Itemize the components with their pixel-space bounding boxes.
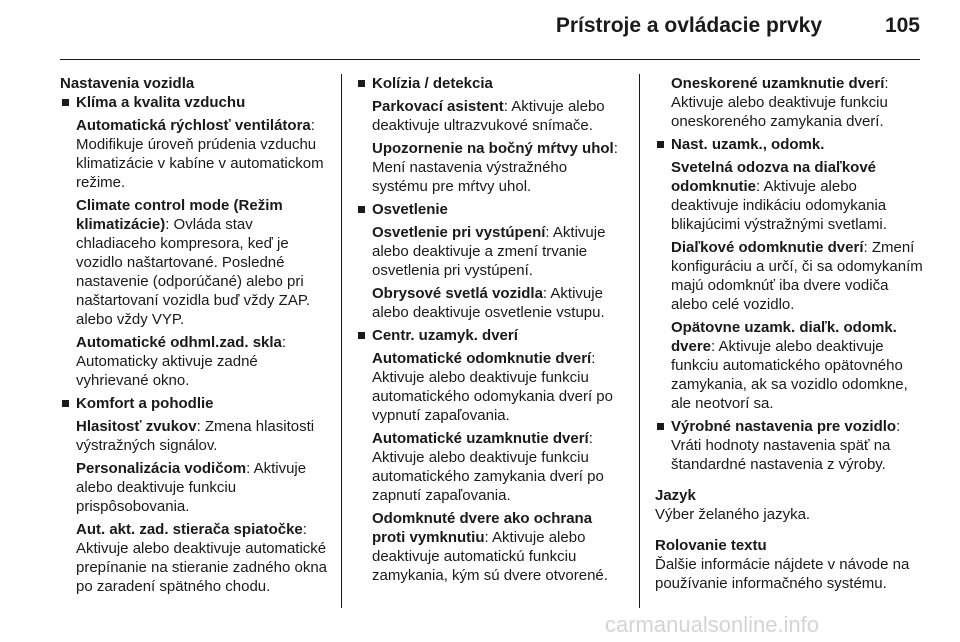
bullet-comfort: Komfort a pohodlie bbox=[60, 394, 328, 413]
item-remote-door-unlock: Diaľkové odomknutie dverí: Zmení konfiguráciu a určí, či sa odomykaním majú odomknúť iba dvere vodiča alebo celé vozidlo. bbox=[671, 239, 923, 313]
header-divider bbox=[60, 59, 920, 60]
bullet-factory-settings: Výrobné nastavenia pre vozidlo: Vráti hodnoty nastavenia späť na štandardné nastavenia z výroby. bbox=[655, 417, 923, 474]
section-title-text-scrolling: Rolovanie textu bbox=[655, 537, 767, 554]
column-1 bbox=[60, 74, 328, 596]
item-lockout-protection: Odomknuté dvere ako ochrana proti vymknutiu: Aktivuje alebo deaktivuje automatickú funkciu zamykania, kým sú dvere otvorené. bbox=[372, 510, 608, 584]
page-number: 105 bbox=[884, 14, 920, 37]
item-climate-mode: Climate control mode (Režim klimatizácie): Ovláda stav chladiaceho kompresora, keď je vozidlo naštartované. Posledné nastavenie (odporúčané) alebo pri naštartovaní vozidla buď vždy ZAP. alebo vždy VYP. bbox=[76, 197, 311, 328]
item-chime-volume: Hlasitosť zvukov: Zmena hlasitosti výstražných signálov. bbox=[76, 418, 315, 454]
text-scrolling-description: Ďalšie informácie nájdete v návode na používanie informačného systému. bbox=[655, 556, 910, 592]
item-auto-door-lock: Automatické uzamknutie dverí: Aktivuje alebo deaktivuje funkciu automatického zamykania dverí po zapnutí zapaľovania. bbox=[372, 430, 604, 504]
item-rear-wiper-reverse: Aut. akt. zad. stierača spiatočke: Aktivuje alebo deaktivuje automatické prepínanie na stieranie zadného okna po zaradení spätného chodu. bbox=[76, 521, 328, 595]
column-2 bbox=[356, 74, 626, 585]
item-auto-door-unlock: Automatické odomknutie dverí: Aktivuje alebo deaktivuje funkciu automatického odomykania dverí po vypnutí zapaľovania. bbox=[372, 350, 613, 424]
language-description: Výber želaného jazyka. bbox=[655, 506, 811, 523]
bullet-collision: Kolízia / detekcia bbox=[356, 74, 626, 93]
item-remote-unlock-light-feedback: Svetelná odozva na diaľkové odomknutie: Aktivuje alebo deaktivuje indikáciu odomykania blikajúcimi výstražnými svetlami. bbox=[671, 159, 887, 233]
bullet-central-locking: Centr. uzamyk. dverí bbox=[356, 326, 626, 345]
column-3 bbox=[655, 74, 923, 593]
bullet-lighting: Osvetlenie bbox=[356, 200, 626, 219]
item-park-assist: Parkovací asistent: Aktivuje alebo deaktivuje ultrazvukové snímače. bbox=[372, 98, 605, 134]
bullet-climate: Klíma a kvalita vzduchu bbox=[60, 93, 328, 112]
item-blind-spot: Upozornenie na bočný mŕtvy uhol: Mení nastavenia výstražného systému pre mŕtvy uhol. bbox=[372, 140, 618, 195]
item-delayed-door-lock: Oneskorené uzamknutie dverí: Aktivuje alebo deaktivuje funkciu oneskoreného zamykania dverí. bbox=[671, 75, 889, 130]
column-divider-2 bbox=[639, 74, 640, 608]
section-title-language: Jazyk bbox=[655, 487, 696, 504]
item-driver-personalization: Personalizácia vodičom: Aktivuje alebo deaktivuje funkciu prispôsobovania. bbox=[76, 460, 307, 515]
item-remote-relock: Opätovne uzamk. diaľk. odomk. dvere: Aktivuje alebo deaktivuje funkciu automatického opätovného zamykania, ak sa vozidlo odomkne, ale neotvorí sa. bbox=[671, 319, 908, 412]
page-header-title: Prístroje a ovládacie prvky bbox=[555, 14, 822, 37]
section-title-vehicle-settings: Nastavenia vozidla bbox=[60, 75, 195, 92]
item-auto-rear-defog: Automatické odhml.zad. skla: Automaticky aktivuje zadné vyhrievané okno. bbox=[76, 334, 287, 389]
item-vehicle-locator-lights: Obrysové svetlá vozidla: Aktivuje alebo deaktivuje osvetlenie vstupu. bbox=[372, 285, 605, 321]
bullet-lock-unlock-settings: Nast. uzamk., odomk. bbox=[655, 135, 923, 154]
item-exit-lighting: Osvetlenie pri vystúpení: Aktivuje alebo deaktivuje a zmení trvanie osvetlenia pri vystúpení. bbox=[372, 224, 606, 279]
watermark: carmanualsonline.info bbox=[605, 612, 820, 637]
column-divider-1 bbox=[341, 74, 342, 608]
item-fan-speed: Automatická rýchlosť ventilátora: Modifikuje úroveň prúdenia vzduchu klimatizácie v kabíne v automatickom režime. bbox=[76, 117, 324, 191]
